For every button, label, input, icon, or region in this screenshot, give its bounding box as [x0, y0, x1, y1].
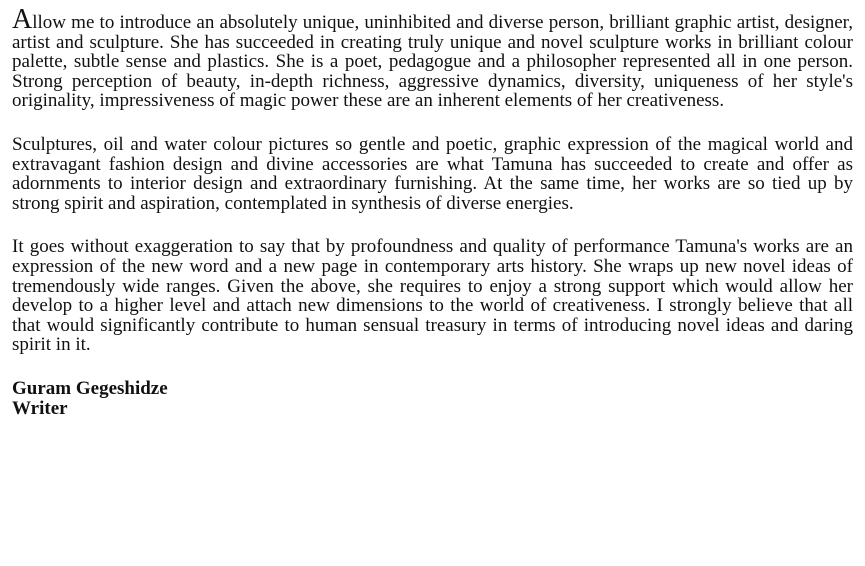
- paragraph-works-text: Sculptures, oil and water colour pictures so gentle and poetic, graphic expression of the magical world and extravagant fashion design and divine accessories are what Tamuna has succeeded to create and offer as adornments to interior design and extraordinary furnishing. At the same time, her works are so tied up by strong spirit and aspiration, contemplated in synthesis of diverse energies.: [12, 133, 853, 214]
- drop-cap-letter: A: [12, 4, 33, 35]
- signature-block: [12, 379, 853, 418]
- paragraph-intro-text: llow me to introduce an absolutely unique, uninhibited and diverse person, brilliant graphic artist, designer, artist and sculpture. She has succeeded in creating truly unique and novel sculpture works in brilliant colour palette, subtle sense and plastics. She is a poet, pedagogue and a philosopher represented all in one person. Strong perception of beauty, in-depth richness, aggressive dynamics, diversity, uniqueness of her style's originality, impressiveness of magic power these are an inherent elements of her creativeness.: [12, 12, 853, 112]
- letter-page: [12, 4, 853, 419]
- signature-title: Writer: [12, 397, 68, 419]
- signature-name: Guram Gegeshidze: [12, 377, 168, 399]
- paragraph-conclusion-text: It goes without exaggeration to say that by profoundness and quality of performance Tamuna's works are an expression of the new word and a new page in contemporary arts history. She wraps up new novel ideas of tremendously wide ranges. Given the above, she requires to enjoy a strong support which would allow her develop to a higher level and attach new dimensions to the world of creativeness. I strongly believe that all that would significantly contribute to human sensual treasury in terms of introducing novel ideas and daring spirit in it.: [12, 236, 853, 356]
- paragraph-intro: [12, 4, 853, 112]
- paragraph-works: [12, 135, 853, 213]
- paragraph-conclusion: [12, 237, 853, 355]
